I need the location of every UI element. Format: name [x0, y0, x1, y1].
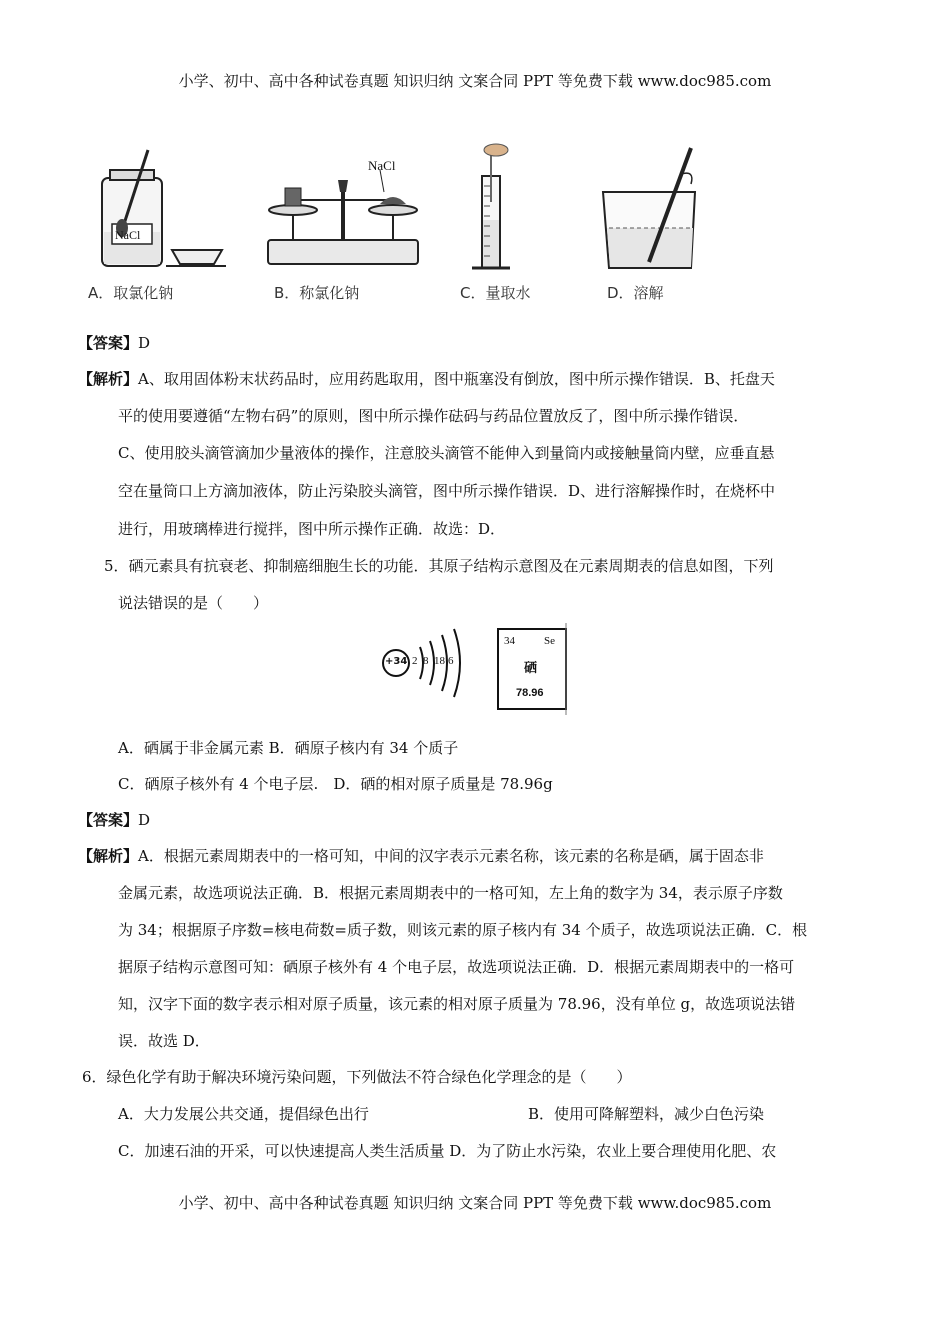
- element-number: 34: [504, 635, 515, 647]
- q5-analysis-line-1: 【解析】A．根据元素周期表中的一格可知，中间的汉字表示元素名称，该元素的名称是硒，属于固态非: [78, 847, 764, 865]
- q5-analysis-line-5: 知，汉字下面的数字表示相对原子质量，该元素的相对原子质量为 78.96，没有单位 g，故选项说法错: [118, 995, 796, 1013]
- q5-analysis-line-3: 为 34；根据原子序数=核电荷数=质子数，则该元素的原子核内有 34 个质子，故选项说法正确．C．根: [118, 921, 808, 939]
- q6-option-a: A．大力发展公共交通，提倡绿色出行: [118, 1105, 369, 1123]
- figure-a: [80, 140, 230, 310]
- balance-illustration: [258, 140, 428, 280]
- caption-d: D．溶解: [607, 284, 664, 302]
- q4-analysis-line-1: 【解析】A、取用固体粉末状药品时，应用药匙取用，图中瓶塞没有倒放，图中所示操作错误．B、托盘天: [78, 370, 775, 388]
- lab-operations-figure: [80, 140, 760, 310]
- q6-stem: 6．绿色化学有助于解决环境污染问题，下列做法不符合绿色化学理念的是（ ）: [82, 1068, 632, 1086]
- q5-options-ab: A．硒属于非金属元素 B．硒原子核内有 34 个质子: [118, 739, 459, 757]
- q5-answer: 【答案】D: [78, 811, 151, 829]
- graduated-cylinder-illustration: [450, 140, 560, 280]
- page-footer: 小学、初中、高中各种试卷真题 知识归纳 文案合同 PPT 等免费下载 www.doc985.com: [178, 1194, 772, 1212]
- q5-stem-line-2: 说法错误的是（ ）: [118, 594, 269, 612]
- selenium-figure: [380, 623, 580, 723]
- shell-4-count: 6: [448, 655, 454, 667]
- q6-options-cd: C．加速石油的开采，可以快速提高人类生活质量 D．为了防止水污染，农业上要合理使用化肥、农: [118, 1142, 777, 1160]
- reagent-jar-illustration: [80, 140, 230, 280]
- balance-nacl-label: NaCl: [368, 158, 396, 173]
- element-mass: 78.96: [516, 687, 544, 699]
- q4-answer: 【答案】D: [78, 334, 151, 352]
- q5-analysis-line-6: 误．故选 D．: [118, 1032, 210, 1050]
- nucleus-charge: +34: [385, 656, 408, 667]
- q6-option-b: B．使用可降解塑料，减少白色污染: [528, 1105, 765, 1123]
- q5-analysis-line-2: 金属元素，故选项说法正确．B．根据元素周期表中的一格可知，左上角的数字为 34，表示原子序数: [118, 884, 783, 902]
- jar-nacl-label: NaCl: [115, 228, 141, 242]
- beaker-illustration: [595, 140, 725, 280]
- q4-analysis-line-4: 空在量筒口上方滴加液体，防止污染胶头滴管，图中所示操作错误．D、进行溶解操作时，在烧杯中: [118, 482, 776, 500]
- page-header: 小学、初中、高中各种试卷真题 知识归纳 文案合同 PPT 等免费下载 www.doc985.com: [178, 72, 772, 90]
- q4-analysis-line-5: 进行，用玻璃棒进行搅拌，图中所示操作正确．故选：D．: [118, 520, 506, 538]
- q4-analysis-line-2: 平的使用要遵循“左物右码”的原则，图中所示操作砝码与药品位置放反了，图中所示操作错误．: [118, 407, 749, 425]
- q5-stem-line-1: 5．硒元素具有抗衰老、抑制癌细胞生长的功能．其原子结构示意图及在元素周期表的信息如图，下列: [104, 557, 774, 575]
- shell-3-count: 18: [434, 655, 445, 667]
- caption-b: B．称氯化钠: [274, 284, 360, 302]
- q5-analysis-line-4: 据原子结构示意图可知：硒原子核外有 4 个电子层，故选项说法正确．D．根据元素周期表中的一格可: [118, 958, 795, 976]
- caption-a: A．取氯化钠: [88, 284, 174, 302]
- figure-b: [258, 140, 428, 310]
- shell-2-count: 8: [423, 655, 429, 667]
- figure-c: [450, 140, 560, 310]
- element-symbol: Se: [544, 635, 555, 647]
- q5-options-cd: C．硒原子核外有 4 个电子层. D．硒的相对原子质量是 78.96g: [118, 775, 553, 793]
- caption-c: C．量取水: [460, 284, 531, 302]
- shell-1-count: 2: [412, 655, 418, 667]
- figure-d: [595, 140, 725, 310]
- q4-analysis-line-3: C、使用胶头滴管滴加少量液体的操作，注意胶头滴管不能伸入到量筒内或接触量筒内壁，应垂直悬: [118, 444, 775, 462]
- element-name: 硒: [524, 661, 538, 676]
